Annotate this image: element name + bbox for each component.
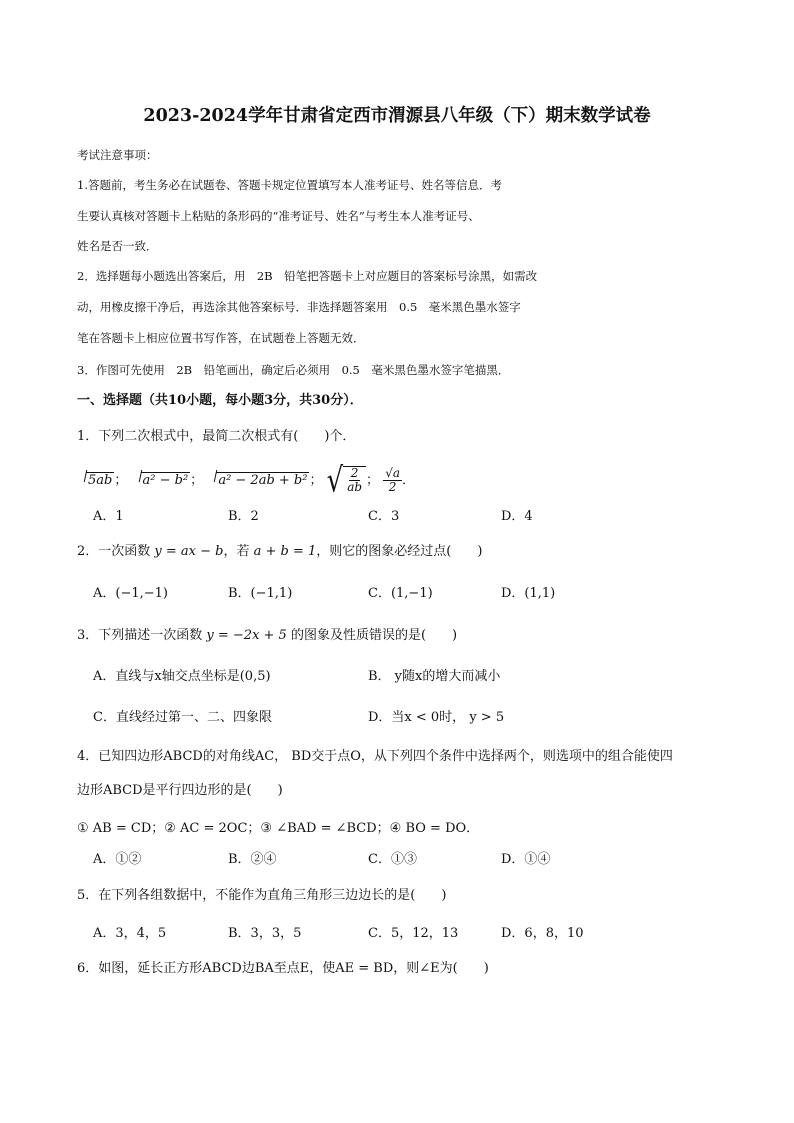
option-d: D．6，8，10 bbox=[501, 926, 584, 941]
option-d: D．4 bbox=[501, 509, 533, 524]
option-c: C．5，12，13 bbox=[368, 926, 459, 941]
question-4-conditions: ① AB = CD；② AC = 2OC；③ ∠BAD = ∠BCD；④ BO = DO． bbox=[77, 821, 480, 836]
option-c: C．(1,−1) bbox=[368, 586, 433, 601]
radical-4: √ $\frac{2}{ab}$ bbox=[327, 466, 366, 495]
question-2-stem: 2．一次函数 y = ax − b，若 a + b = 1，则它的图象必经过点( ) bbox=[77, 544, 483, 559]
radical-3: a² − 2ab + b² bbox=[207, 467, 309, 495]
notice-line: 笔在答题卡上相应位置书写作答，在试题卷上答题无效． bbox=[77, 331, 365, 345]
notice-heading: 考试注意事项： bbox=[77, 148, 158, 162]
question-5-stem: 5．在下列各组数据中，不能作为直角三角形三边边长的是( ) bbox=[77, 888, 447, 903]
page-title: 2023-2024学年甘肃省定西市渭源县八年级（下）期末数学试卷 bbox=[143, 106, 651, 126]
notice-line: 动，用橡皮擦干净后，再选涂其他答案标号．非选择题答案用 0.5 毫米黑色墨水签字 bbox=[77, 300, 521, 314]
option-a: A．①② bbox=[93, 852, 142, 867]
notice-line: 姓名是否一致． bbox=[77, 239, 158, 253]
option-c: C．①③ bbox=[368, 852, 417, 867]
option-a: A．(−1,−1) bbox=[93, 586, 168, 601]
notice-line: 1.答题前，考生务必在试题卷、答题卡规定位置填写本人准考证号、姓名等信息．考 bbox=[77, 178, 502, 192]
option-d: D．①④ bbox=[501, 852, 551, 867]
radical-1: 5ab bbox=[77, 467, 114, 495]
question-4-stem: 4．已知四边形ABCD的对角线AC， BD交于点O，从下列四个条件中选择两个，则选项中的组合能使四 bbox=[77, 749, 673, 764]
option-a: A．1 bbox=[93, 509, 124, 524]
notice-line: 生要认真核对答题卡上粘贴的条形码的“准考证号、姓名”与考生本人准考证号、 bbox=[77, 209, 480, 223]
question-4-stem-cont: 边形ABCD是平行四边形的是( ) bbox=[77, 783, 283, 798]
option-d: D．当x < 0时， y > 5 bbox=[368, 710, 505, 725]
option-b: B．2 bbox=[228, 509, 259, 524]
notice-line: 2．选择题每小题选出答案后，用 2B 铅笔把答题卡上对应题目的答案标号涂黑，如需改 bbox=[77, 269, 538, 283]
question-1-radicals: 5ab ； a² − b² ； a² − 2ab + b² ； √ $\frac{2}{ab}$ ； $\frac{√a}{2}$ ． bbox=[77, 466, 415, 495]
question-1-stem: 1．下列二次根式中，最简二次根式有( )个． bbox=[77, 429, 356, 444]
option-d: D．(1,1) bbox=[501, 586, 556, 601]
question-6-stem: 6．如图，延长正方形ABCD边BA至点E，使AE = BD，则∠E为( ) bbox=[77, 961, 489, 976]
option-b: B．(−1,1) bbox=[228, 586, 293, 601]
question-3-stem: 3．下列描述一次函数 y = −2x + 5 的图象及性质错误的是( ) bbox=[77, 628, 458, 643]
option-b: B．②④ bbox=[228, 852, 277, 867]
option-a: A．直线与x轴交点坐标是(0,5) bbox=[93, 669, 271, 684]
option-b: B． y随x的增大而减小 bbox=[368, 669, 501, 684]
fraction-5: $\frac{√a}{2}$ bbox=[385, 466, 401, 494]
option-c: C．直线经过第一、二、四象限 bbox=[93, 710, 272, 725]
radical-2: a² − b² bbox=[132, 467, 191, 495]
option-a: A．3，4，5 bbox=[93, 926, 167, 941]
option-c: C．3 bbox=[368, 509, 400, 524]
section-heading: 一、选择题（共10小题，每小题3分，共30分）． bbox=[77, 393, 363, 408]
option-b: B．3，3，5 bbox=[228, 926, 302, 941]
notice-line: 3．作图可先使用 2B 铅笔画出，确定后必须用 0.5 毫米黑色墨水签字笔描黑． bbox=[77, 363, 510, 377]
